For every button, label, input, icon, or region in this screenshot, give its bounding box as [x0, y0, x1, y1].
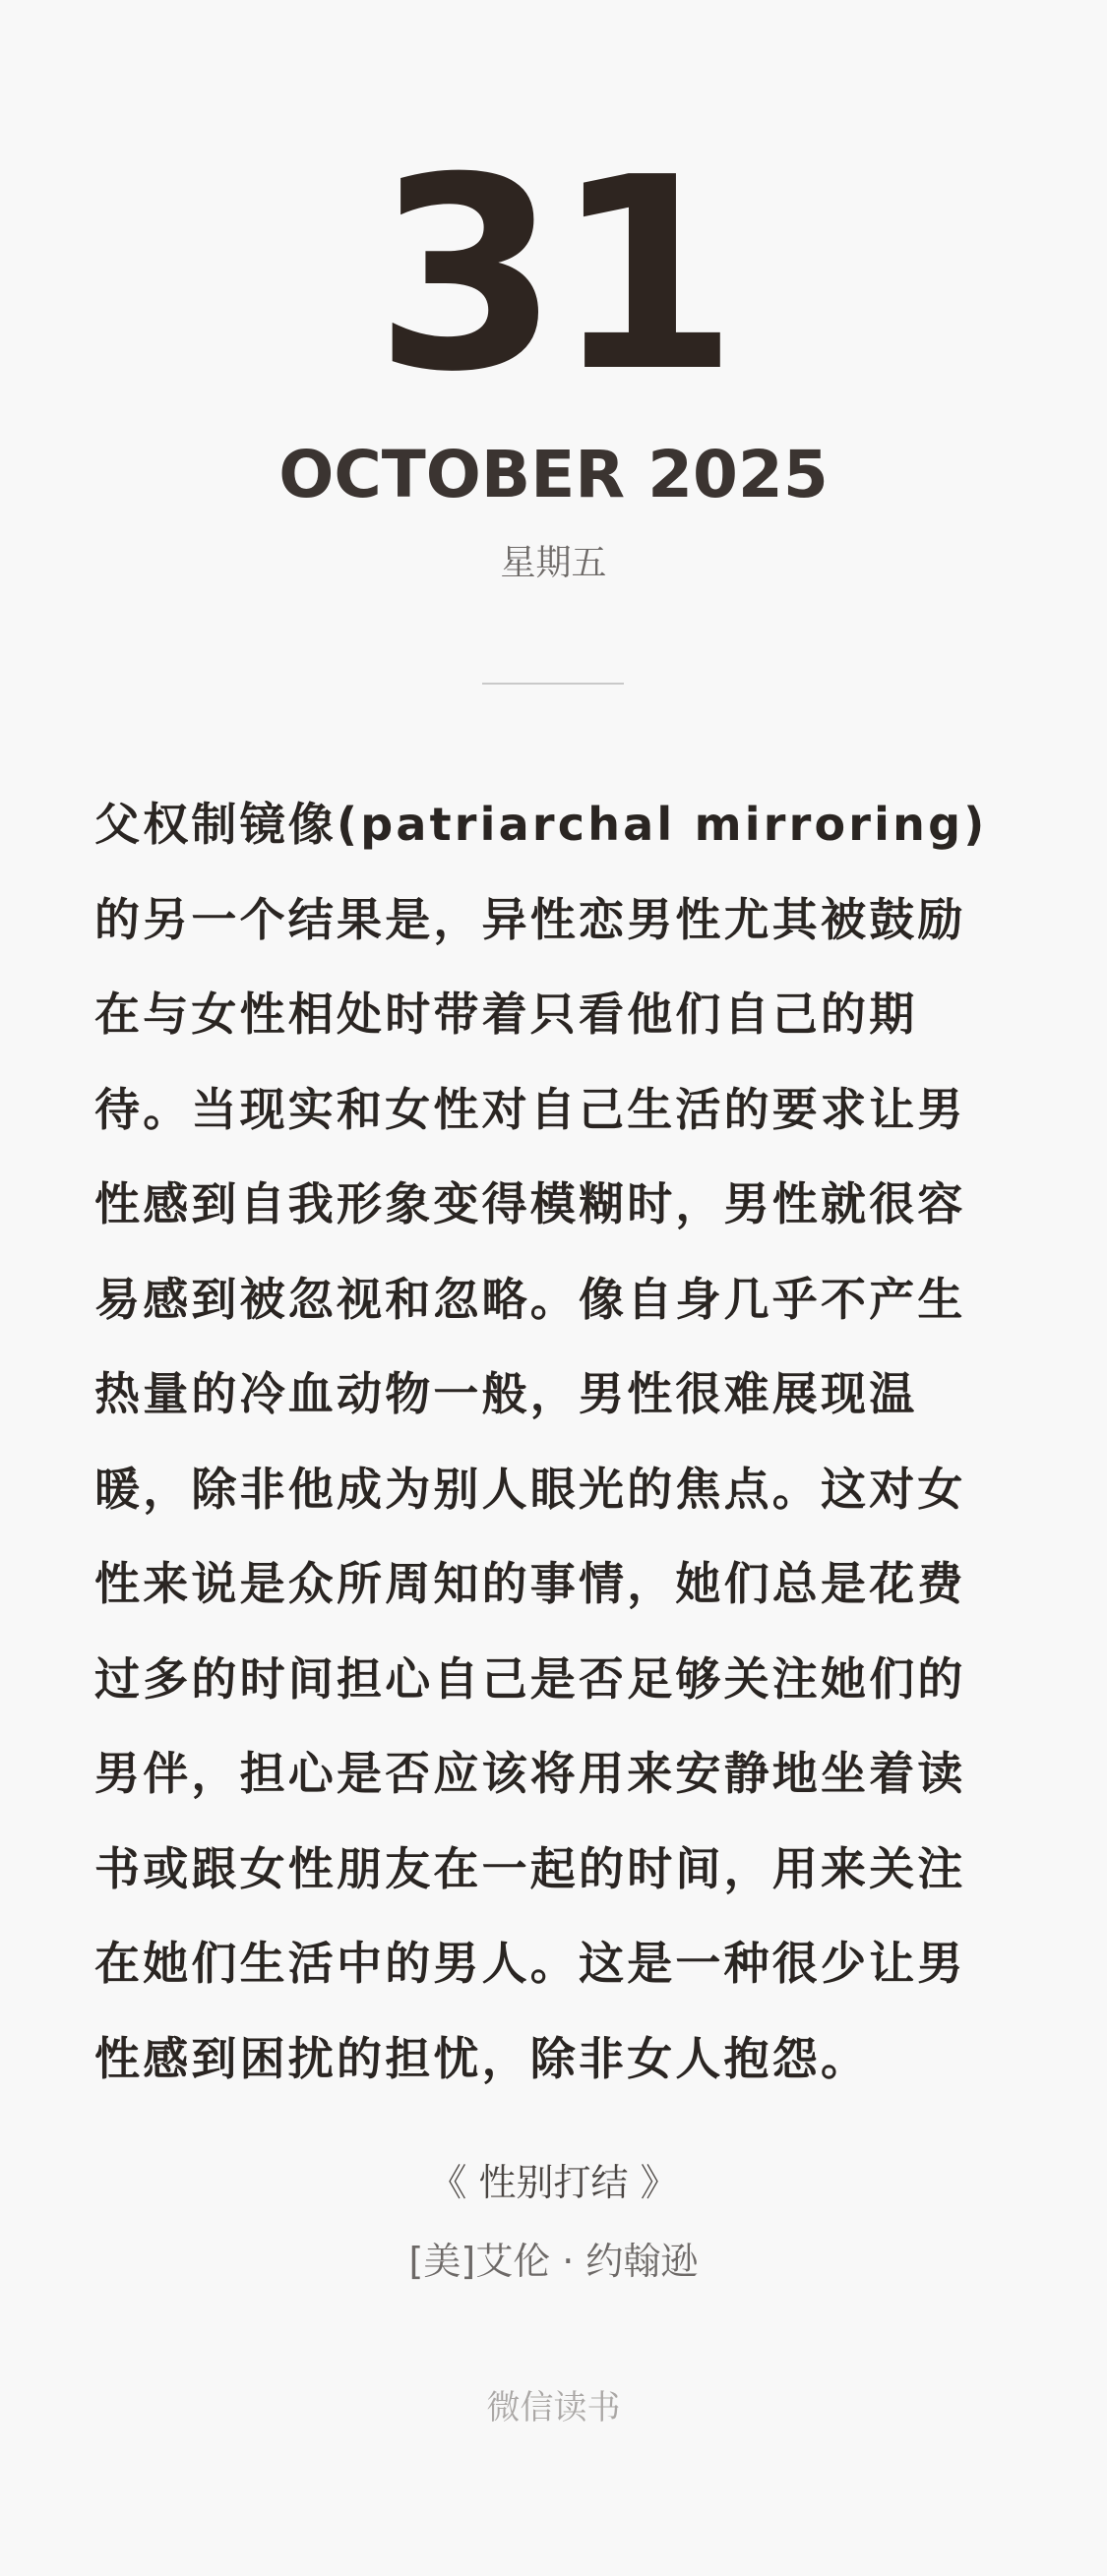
- divider: [482, 683, 624, 685]
- date-month-year: OCTOBER 2025: [278, 437, 829, 512]
- date-weekday: 星期五: [500, 543, 607, 583]
- source-app-label: 微信读书: [486, 2388, 621, 2427]
- date-day: 31: [374, 120, 733, 430]
- book-title: 《 性别打结 》: [429, 2161, 678, 2204]
- book-author: [美]艾伦 · 约翰逊: [408, 2240, 699, 2283]
- quote-text: 父权制镜像(patriarchal mirroring)的另一个结果是，异性恋男性尤其被鼓励在与女性相处时带着只看他们自己的期待。当现实和女性对自己生活的要求让男性感到自我形象变得模糊时，男性就很容易感到被忽视和忽略。像自身几乎不产生热量的冷血动物一般，男性很难展现温暖，除非他成为别人眼光的焦点。这对女性来说是众所周知的事情，她们总是花费过多的时间担心自己是否足够关注她们的男伴，担心是否应该将用来安静地坐着读书或跟女性朋友在一起的时间，用来关注在她们生活中的男人。这是一种很少让男性感到困扰的担忧，除非女人抱怨。: [94, 798, 988, 2085]
